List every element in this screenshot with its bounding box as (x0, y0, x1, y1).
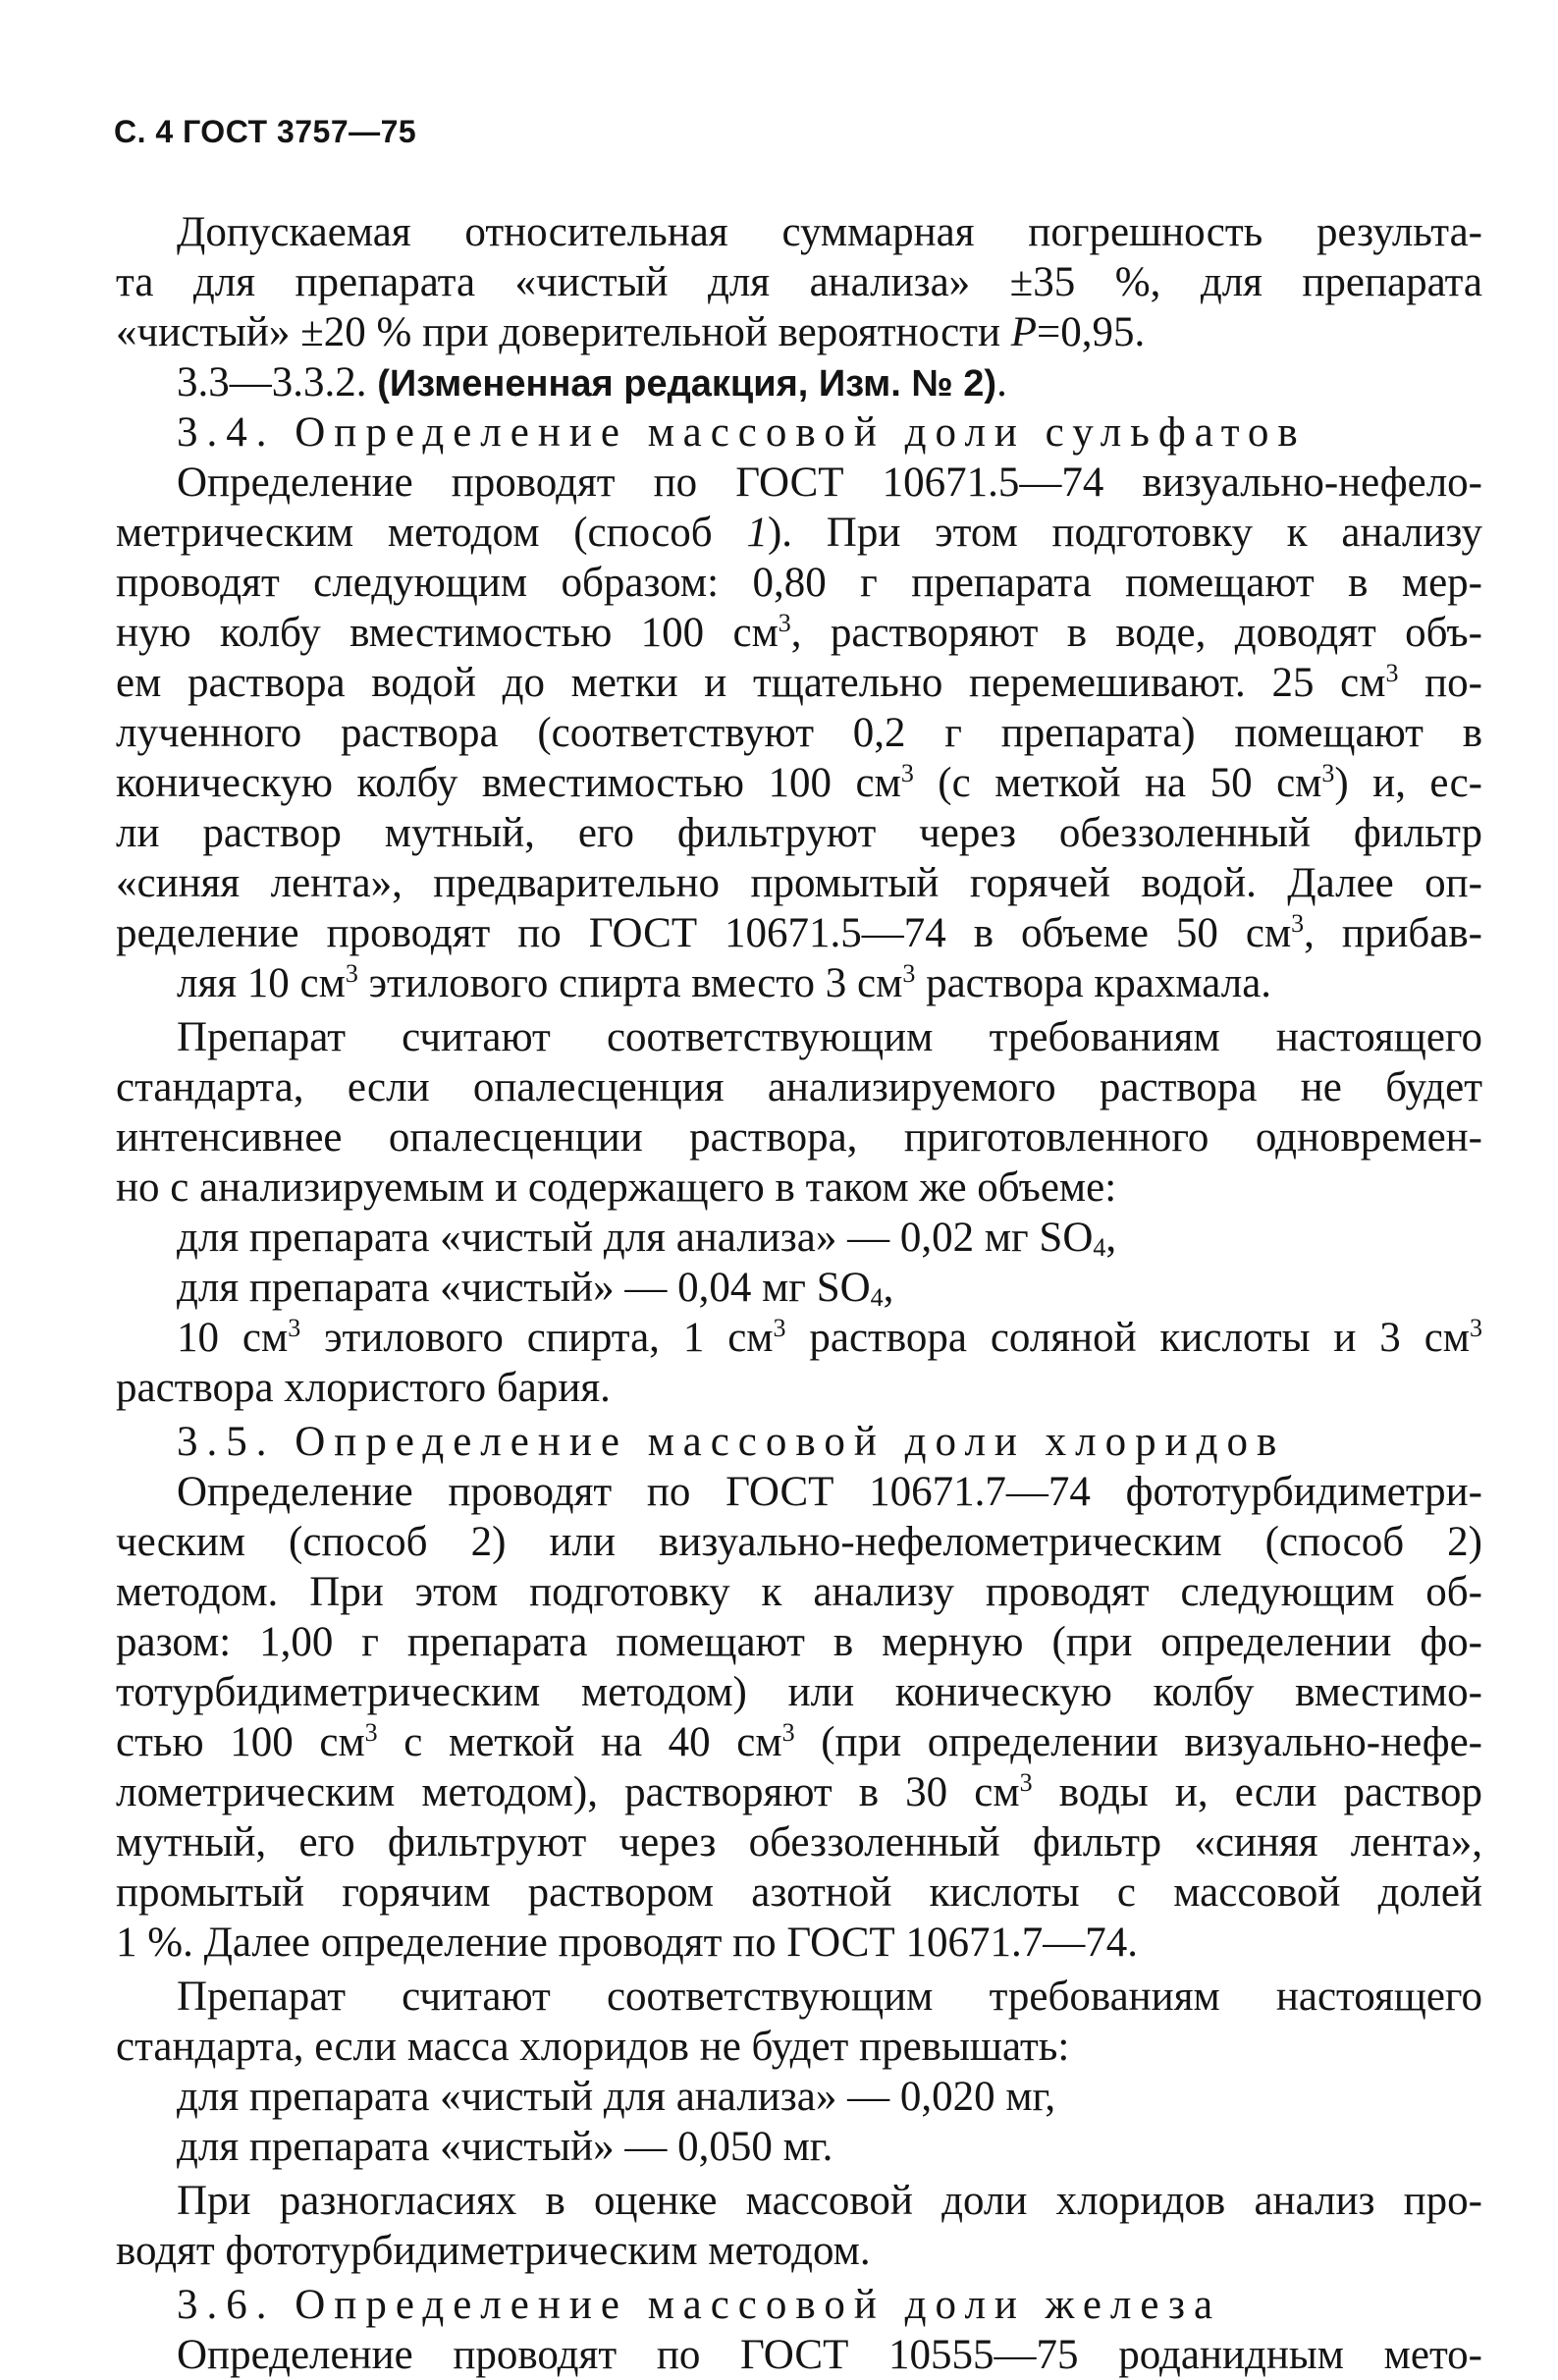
text-line: 1 %. Далее определение проводят по ГОСТ 10671.7—74. (116, 1920, 1138, 1966)
section-heading: 3.5. Определение массовой доли хлоридов (177, 1419, 1286, 1465)
text-line: коническую колбу вместимостью 100 $см^3$ (с меткой на 50 $см^3$) и, ес- (116, 759, 1482, 806)
text-line: ем раствора водой до метки и тщательно перемешивают. 25 $см^3$ по- (116, 659, 1482, 706)
text-line: та для препарата «чистый для анализа» ±35 %, для препарата (116, 259, 1482, 305)
text-line: стандарта, если опалесценция анализируемого раствора не будет (116, 1064, 1482, 1110)
text-line: ляя 10 $см^3$ этилового спирта вместо 3 $см^3$ раствора крахмала. (177, 959, 1272, 1006)
text-line: разом: 1,00 г препарата помещают в мерную (при определении фо- (116, 1619, 1482, 1665)
text-line: ределение проводят по ГОСТ 10671.5—74 в объеме 50 $см^3$, прибав- (116, 909, 1482, 956)
text-line: «чистый» ±20 % при доверительной вероятности P=0,95. (116, 309, 1146, 355)
text-line: промытый горячим раствором азотной кислоты с массовой долей (116, 1869, 1482, 1916)
text-line: интенсивнее опалесценции раствора, приготовленного одновремен- (116, 1114, 1482, 1161)
text-line: тотурбидиметрическим методом) или коническую колбу вместимо- (116, 1669, 1482, 1715)
page-header: С. 4 ГОСТ 3757—75 (114, 114, 417, 149)
text-line: для препарата «чистый» — 0,050 мг. (177, 2124, 833, 2170)
text-line: Препарат считают соответствующим требованиям настоящего (177, 1014, 1482, 1060)
text-line: Определение проводят по ГОСТ 10671.7—74 фототурбидиметри- (177, 1469, 1482, 1515)
text-line: метрическим методом (способ 1). При этом подготовку к анализу (116, 510, 1482, 556)
text-line: но с анализируемым и содержащего в таком же объеме: (116, 1164, 1117, 1211)
text-line: ную колбу вместимостью 100 $см^3$, растворяют в воде, доводят объ- (116, 609, 1482, 656)
text-line: При разногласиях в оценке массовой доли хлоридов анализ про- (177, 2178, 1482, 2224)
text-line: лученного раствора (соответствуют 0,2 г препарата) помещают в (116, 710, 1482, 756)
text-line: 3.3—3.3.2. (Измененная редакция, Изм. № 2). (177, 359, 1007, 406)
text-line: для препарата «чистый» — 0,04 мг SO4, (177, 1265, 894, 1312)
text-line: мутный, его фильтруют через обеззоленный фильтр «синяя лента», (116, 1819, 1482, 1866)
text-line: Определение проводят по ГОСТ 10555—75 роданидным мето- (177, 2332, 1482, 2378)
section-heading: 3.6. Определение массовой доли железа (177, 2282, 1222, 2328)
text-line: ческим (способ 2) или визуально-нефелометрическим (способ 2) (116, 1519, 1482, 1565)
text-line: стью 100 $см^3$ с меткой на 40 $см^3$ (при определении визуально-нефе- (116, 1718, 1482, 1765)
text-line: Препарат считают соответствующим требованиям настоящего (177, 1974, 1482, 2020)
text-line: методом. При этом подготовку к анализу проводят следующим об- (116, 1569, 1482, 1615)
text-line: Определение проводят по ГОСТ 10671.5—74 визуально-нефело- (177, 460, 1482, 506)
text-line: раствора хлористого бария. (116, 1365, 611, 1411)
text-line: Допускаемая относительная суммарная погрешность результа- (177, 209, 1482, 255)
text-line: водят фототурбидиметрическим методом. (116, 2228, 871, 2274)
text-line: для препарата «чистый для анализа» — 0,02 мг SO4, (177, 1215, 1117, 1262)
text-line: «синяя лента», предварительно промытый горячей водой. Далее оп- (116, 860, 1482, 906)
text-line: проводят следующим образом: 0,80 г препарата помещают в мер- (116, 560, 1482, 606)
text-line: лометрическим методом), растворяют в 30 $см^3$ воды и, если раствор (116, 1768, 1482, 1815)
section-heading: 3.4. Определение массовой доли сульфатов (177, 409, 1307, 456)
text-line: ли раствор мутный, его фильтруют через обеззоленный фильтр (116, 810, 1482, 856)
text-line: стандарта, если масса хлоридов не будет превышать: (116, 2024, 1070, 2070)
text-line: для препарата «чистый для анализа» — 0,020 мг, (177, 2074, 1056, 2120)
text-line: 10 $см^3$ этилового спирта, 1 $см^3$ раствора соляной кислоты и 3 $см^3$ (177, 1314, 1482, 1361)
